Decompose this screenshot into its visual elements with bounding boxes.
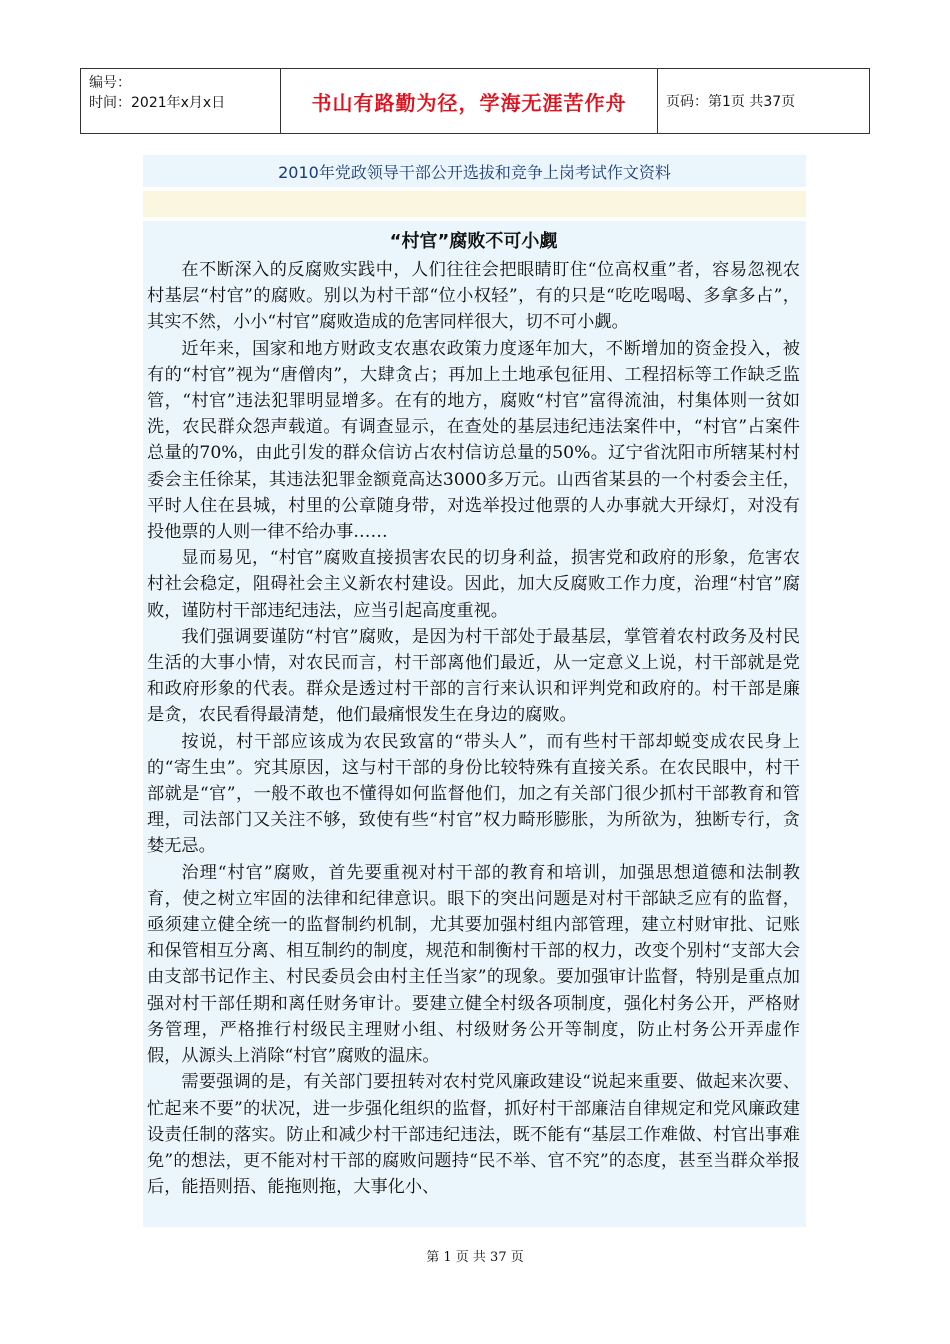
- paragraph: 近年来，国家和地方财政支农惠农政策力度逐年加大，不断增加的资金投入，被有的“村官”视为“唐僧肉”，大肆贪占；再加上土地承包征用、工程招标等工作缺乏监管，“村官”违法犯罪明显增多。在有的地方，腐败“村官”富得流油，村集体则一贫如洗，农民群众怨声载道。有调查显示，在查处的基层违纪违法案件中，“村官”占案件总量的70%，由此引发的群众信访占农村信访总量的50%。辽宁省沈阳市所辖某村村委会主任徐某，其违法犯罪金额竟高达3000多万元。山西省某县的一个村委会主任，平时人住在县城，村里的公章随身带，对选举投过他票的人办事就大开绿灯，对没有投他票的人则一律不给办事……: [147, 338, 800, 543]
- motto-text: 书山有路勤为径，学海无涯苦作舟: [311, 90, 627, 115]
- paragraph: 我们强调要谨防“村官”腐败，是因为村干部处于最基层，掌管着农村政务及村民生活的大事小情，对农民而言，村干部离他们最近，从一定意义上说，村干部就是党和政府形象的代表。群众是透过村干部的言行来认识和评判党和政府的。村干部是廉是贪，农民看得最清楚，他们最痛恨发生在身边的腐败。: [147, 626, 800, 726]
- page-footer: 第 1 页 共 37 页: [426, 1250, 524, 1265]
- document-title: 2010年党政领导干部公开选拔和竞争上岗考试作文资料: [278, 162, 671, 182]
- article: [143, 221, 806, 1227]
- header-motto-cell: [281, 69, 658, 133]
- number-label: 编号：: [89, 75, 131, 91]
- time-label: 时间：2021年x月x日: [89, 95, 226, 111]
- header-meta: [81, 69, 281, 133]
- header-table: [80, 68, 870, 134]
- paragraph: 按说，村干部应该成为农民致富的“带头人”，而有些村干部却蜕变成农民身上的“寄生虫”。究其原因，这与村干部的身份比较特殊有直接关系。在农民眼中，村干部就是“官”，一般不敢也不懂得如何监督他们，加之有关部门很少抓村干部教育和管理，司法部门又关注不够，致使有些“村官”权力畸形膨胀，为所欲为，独断专行，贪婪无忌。: [147, 731, 800, 857]
- paragraph: 治理“村官”腐败，首先要重视对村干部的教育和培训，加强思想道德和法制教育，使之树立牢固的法律和纪律意识。眼下的突出问题是对村干部缺乏应有的监督，亟须建立健全统一的监督制约机制，尤其要加强村组内部管理，建立村财审批、记账和保管相互分离、相互制约的制度，规范和制衡村干部的权力，改变个别村“支部大会由支部书记作主、村民委员会由村主任当家”的现象。要加强审计监督，特别是重点加强对村干部任期和离任财务审计。要建立健全村级各项制度，强化村务公开，严格财务管理，严格推行村级民主理财小组、村级财务公开等制度，防止村务公开弄虚作假，从源头上消除“村官”腐败的温床。: [147, 862, 800, 1067]
- page-info-text: 页码：第1页 共37页: [666, 94, 796, 110]
- article-title: “村官”腐败不可小觑: [389, 231, 558, 252]
- paragraph: 在不断深入的反腐败实践中，人们往往会把眼睛盯住“位高权重”者，容易忽视农村基层“村官”的腐败。别以为村干部“位小权轻”，有的只是“吃吃喝喝、多拿多占”，其实不然，小小“村官”腐败造成的危害同样很大，切不可小觑。: [147, 260, 800, 333]
- paragraph: 需要强调的是，有关部门要扭转对农村党风廉政建设“说起来重要、做起来次要、忙起来不要”的状况，进一步强化组织的监督，抓好村干部廉洁自律规定和党风廉政建设责任制的落实。防止和减少村干部违纪违法，既不能有“基层工作难做、村官出事难免”的想法，更不能对村干部的腐败问题持“民不举、官不究”的态度，甚至当群众举报后，能捂则捂、能拖则拖，大事化小、: [147, 1072, 800, 1198]
- paragraph: 显而易见，“村官”腐败直接损害农民的切身利益，损害党和政府的形象，危害农村社会稳定，阻碍社会主义新农村建设。因此，加大反腐败工作力度，治理“村官”腐败，谨防村干部违纪违法，应当引起高度重视。: [147, 548, 800, 621]
- spacer-band: [143, 191, 806, 217]
- header-page-info: [658, 69, 869, 133]
- document-title-band: [143, 155, 806, 187]
